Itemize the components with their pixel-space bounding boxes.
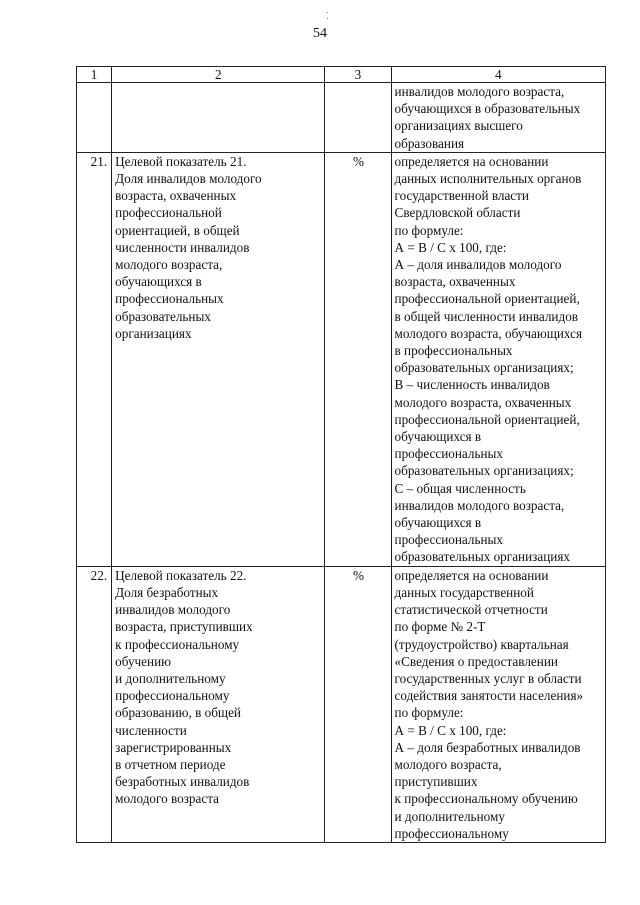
indicator-name-line: в отчетном периоде (115, 756, 226, 772)
header-col-1: 1 (77, 67, 112, 83)
header-col-4: 4 (391, 67, 605, 83)
calculation-method (391, 152, 605, 566)
row-number (77, 83, 112, 153)
indicator-name (112, 152, 325, 566)
calculation-method-line: (трудоустройство) квартальная (394, 636, 569, 652)
indicator-name (112, 566, 325, 842)
indicator-name-line: молодого возраста (115, 791, 220, 807)
indicator-name-line: образовательных (115, 308, 211, 324)
indicator-name-line: профессиональной (115, 205, 222, 221)
calculation-method-line: инвалидов молодого возраста, (394, 84, 565, 99)
calculation-method-line: профессиональному (394, 825, 509, 841)
calculation-method-line: возраста, охваченных (394, 274, 516, 290)
calculation-method-line: по форме № 2-Т (394, 619, 486, 635)
unit-cell: % (325, 152, 391, 566)
calculation-method-line: инвалидов молодого возраста, (394, 497, 565, 513)
calculation-method-line: организациях высшего (394, 118, 523, 134)
calculation-method-line: в профессиональных (394, 343, 513, 359)
calculation-method-line: А = В / С х 100, где: (394, 722, 507, 738)
calculation-method-line: профессиональной ориентацией, (394, 291, 580, 307)
row-number: 21. (77, 152, 112, 566)
row-number: 22. (77, 566, 112, 842)
calculation-method-line: профессиональных (394, 446, 503, 462)
calculation-method-line: образовательных организациях; (394, 360, 574, 376)
indicator-name-line: Целевой показатель 21. (115, 153, 247, 169)
calculation-method-line: «Сведения о предоставлении (394, 653, 558, 669)
indicator-name-line: инвалидов молодого (115, 602, 231, 618)
calculation-method-line: данных государственной (394, 584, 534, 600)
calculation-method-line: определяется на основании (394, 153, 549, 169)
indicator-name-line: возраста, приступивших (115, 619, 253, 635)
indicator-name-line: и дополнительному (115, 670, 226, 686)
calculation-method-line: обучающихся в (394, 515, 482, 531)
calculation-method-line: В – численность инвалидов (394, 377, 550, 393)
calculation-method-line: профессиональной ориентацией, (394, 411, 580, 427)
indicator-name-line: Доля безработных (115, 584, 219, 600)
table-row (77, 152, 606, 566)
indicator-name-line: обучению (115, 653, 172, 669)
indicator-name-line: Целевой показатель 22. (115, 567, 247, 583)
calculation-method-line: молодого возраста, охваченных (394, 394, 572, 410)
calculation-method-line: образовательных организациях; (394, 463, 574, 479)
indicator-name-line: численности инвалидов (115, 239, 250, 255)
calculation-method-line: в общей численности инвалидов (394, 308, 579, 324)
indicator-name-line: образованию, в общей (115, 705, 241, 721)
calculation-method-line: и дополнительному (394, 808, 505, 824)
unit-cell (325, 83, 391, 153)
calculation-method-line: образования (394, 135, 465, 151)
indicator-name-line: профессиональному (115, 688, 230, 704)
indicator-name-line: зарегистрированных (115, 739, 232, 755)
indicator-name-line: численности (115, 722, 187, 738)
calculation-method-line: обучающихся в образовательных (394, 101, 581, 117)
calculation-method-line: профессиональных (394, 532, 503, 548)
scan-speck (327, 18, 328, 19)
calculation-method-line: по формуле: (394, 222, 464, 238)
calculation-method-line: определяется на основании (394, 567, 549, 583)
calculation-method-line: молодого возраста, (394, 756, 502, 772)
scan-speck (327, 12, 328, 13)
calculation-method (391, 566, 605, 842)
calculation-method-line: содействия занятости населения» (394, 688, 584, 704)
calculation-method-line: государственных услуг в области (394, 670, 582, 686)
header-col-2: 2 (112, 67, 325, 83)
calculation-method-line: к профессиональному обучению (394, 791, 578, 807)
indicator-name-line: профессиональных (115, 291, 224, 307)
table-row (77, 566, 606, 842)
calculation-method-line: А – доля инвалидов молодого (394, 257, 562, 273)
indicator-name-line: возраста, охваченных (115, 188, 237, 204)
page-number: 54 (313, 26, 327, 41)
calculation-method-line: по формуле: (394, 705, 464, 721)
indicator-name-line: к профессиональному (115, 636, 240, 652)
table-header-row (77, 67, 606, 83)
calculation-method-line: образовательных организациях (394, 549, 570, 565)
calculation-method-line: молодого возраста, обучающихся (394, 325, 583, 341)
indicator-name-line: безработных инвалидов (115, 774, 250, 790)
header-col-3: 3 (325, 67, 391, 83)
indicator-name-line: Доля инвалидов молодого (115, 171, 262, 187)
indicator-name-line: молодого возраста, (115, 257, 223, 273)
indicator-name-line: ориентацией, в общей (115, 222, 240, 238)
calculation-method (391, 83, 605, 153)
calculation-method-line: данных исполнительных органов (394, 171, 582, 187)
calculation-method-line: статистической отчетности (394, 602, 548, 618)
calculation-method-line: обучающихся в (394, 429, 482, 445)
indicator-name-line: организациях (115, 325, 192, 341)
calculation-method-line: государственной власти (394, 188, 529, 204)
indicator-name-line: обучающихся в (115, 274, 202, 290)
calculation-method-line: А – доля безработных инвалидов (394, 739, 581, 755)
calculation-method-line: С – общая численность (394, 480, 526, 496)
table-row (77, 83, 606, 153)
calculation-method-line: Свердловской области (394, 205, 521, 221)
calculation-method-line: А = В / С х 100, где: (394, 239, 507, 255)
indicator-name (112, 83, 325, 153)
calculation-method-line: приступивших (394, 774, 478, 790)
indicator-table (76, 66, 606, 843)
unit-cell: % (325, 566, 391, 842)
